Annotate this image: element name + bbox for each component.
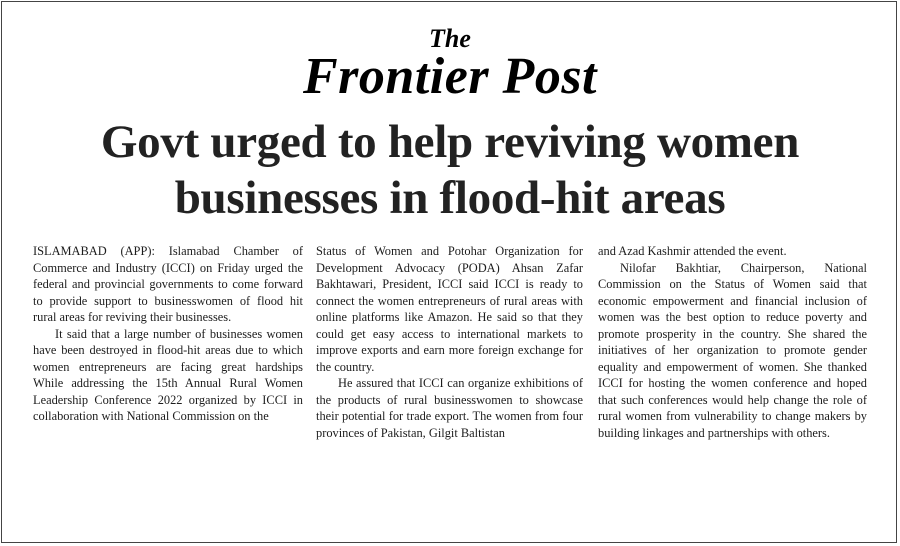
- article-column-2: [316, 243, 583, 441]
- masthead-the: The: [429, 24, 471, 53]
- article-column-3: [598, 243, 867, 441]
- article-paragraph: ISLAMABAD (APP): Islamabad Chamber of Commerce and Industry (ICCI) on Friday urged the federal and provincial governments to come forward to provide support to businesswomen of flood hit rural areas for reviving their businesses.: [33, 244, 303, 324]
- article-paragraph: Nilofar Bakhtiar, Chairperson, National Commission on the Status of Women said that economic empowerment and financial inclusion of women was the best option to reduce poverty and promote prosperity in the country. She shared the initiatives of her organization to promote gender equality and empowerment of women. She thanked ICCI for hosting the women conference and hoped that such conferences would help change the role of rural women from vulnerability to change makers by building linkages and partnerships with others.: [598, 260, 867, 440]
- article-paragraph: and Azad Kashmir attended the event.: [598, 244, 787, 258]
- article-paragraph: It said that a large number of businesses women have been destroyed in flood-hit areas due to which women entrepreneurs are facing great hardships While addressing the 15th Annual Rural Women Leadership Conference 2022 organized by ICCI in collaboration with National Commission on the: [33, 326, 303, 423]
- article-column-1: [33, 243, 303, 425]
- article-headline: Govt urged to help reviving women businesses in flood-hit areas: [100, 116, 800, 224]
- article-paragraph: He assured that ICCI can organize exhibitions of the products of rural businesswomen to showcase their potential for trade export. The women from four provinces of Pakistan, Gilgit Baltistan: [316, 376, 583, 440]
- article-paragraph: Status of Women and Potohar Organization for Development Advocacy (PODA) Ahsan Zafar Bakhtawari, President, ICCI said ICCI is ready to connect the women entrepreneurs of rural areas with online platforms like Amazon. He said so that they could get easy access to international markets to improve exports and earn more foreign exchange for the country.: [316, 244, 583, 374]
- masthead-newspaper-name: Frontier Post: [303, 48, 597, 105]
